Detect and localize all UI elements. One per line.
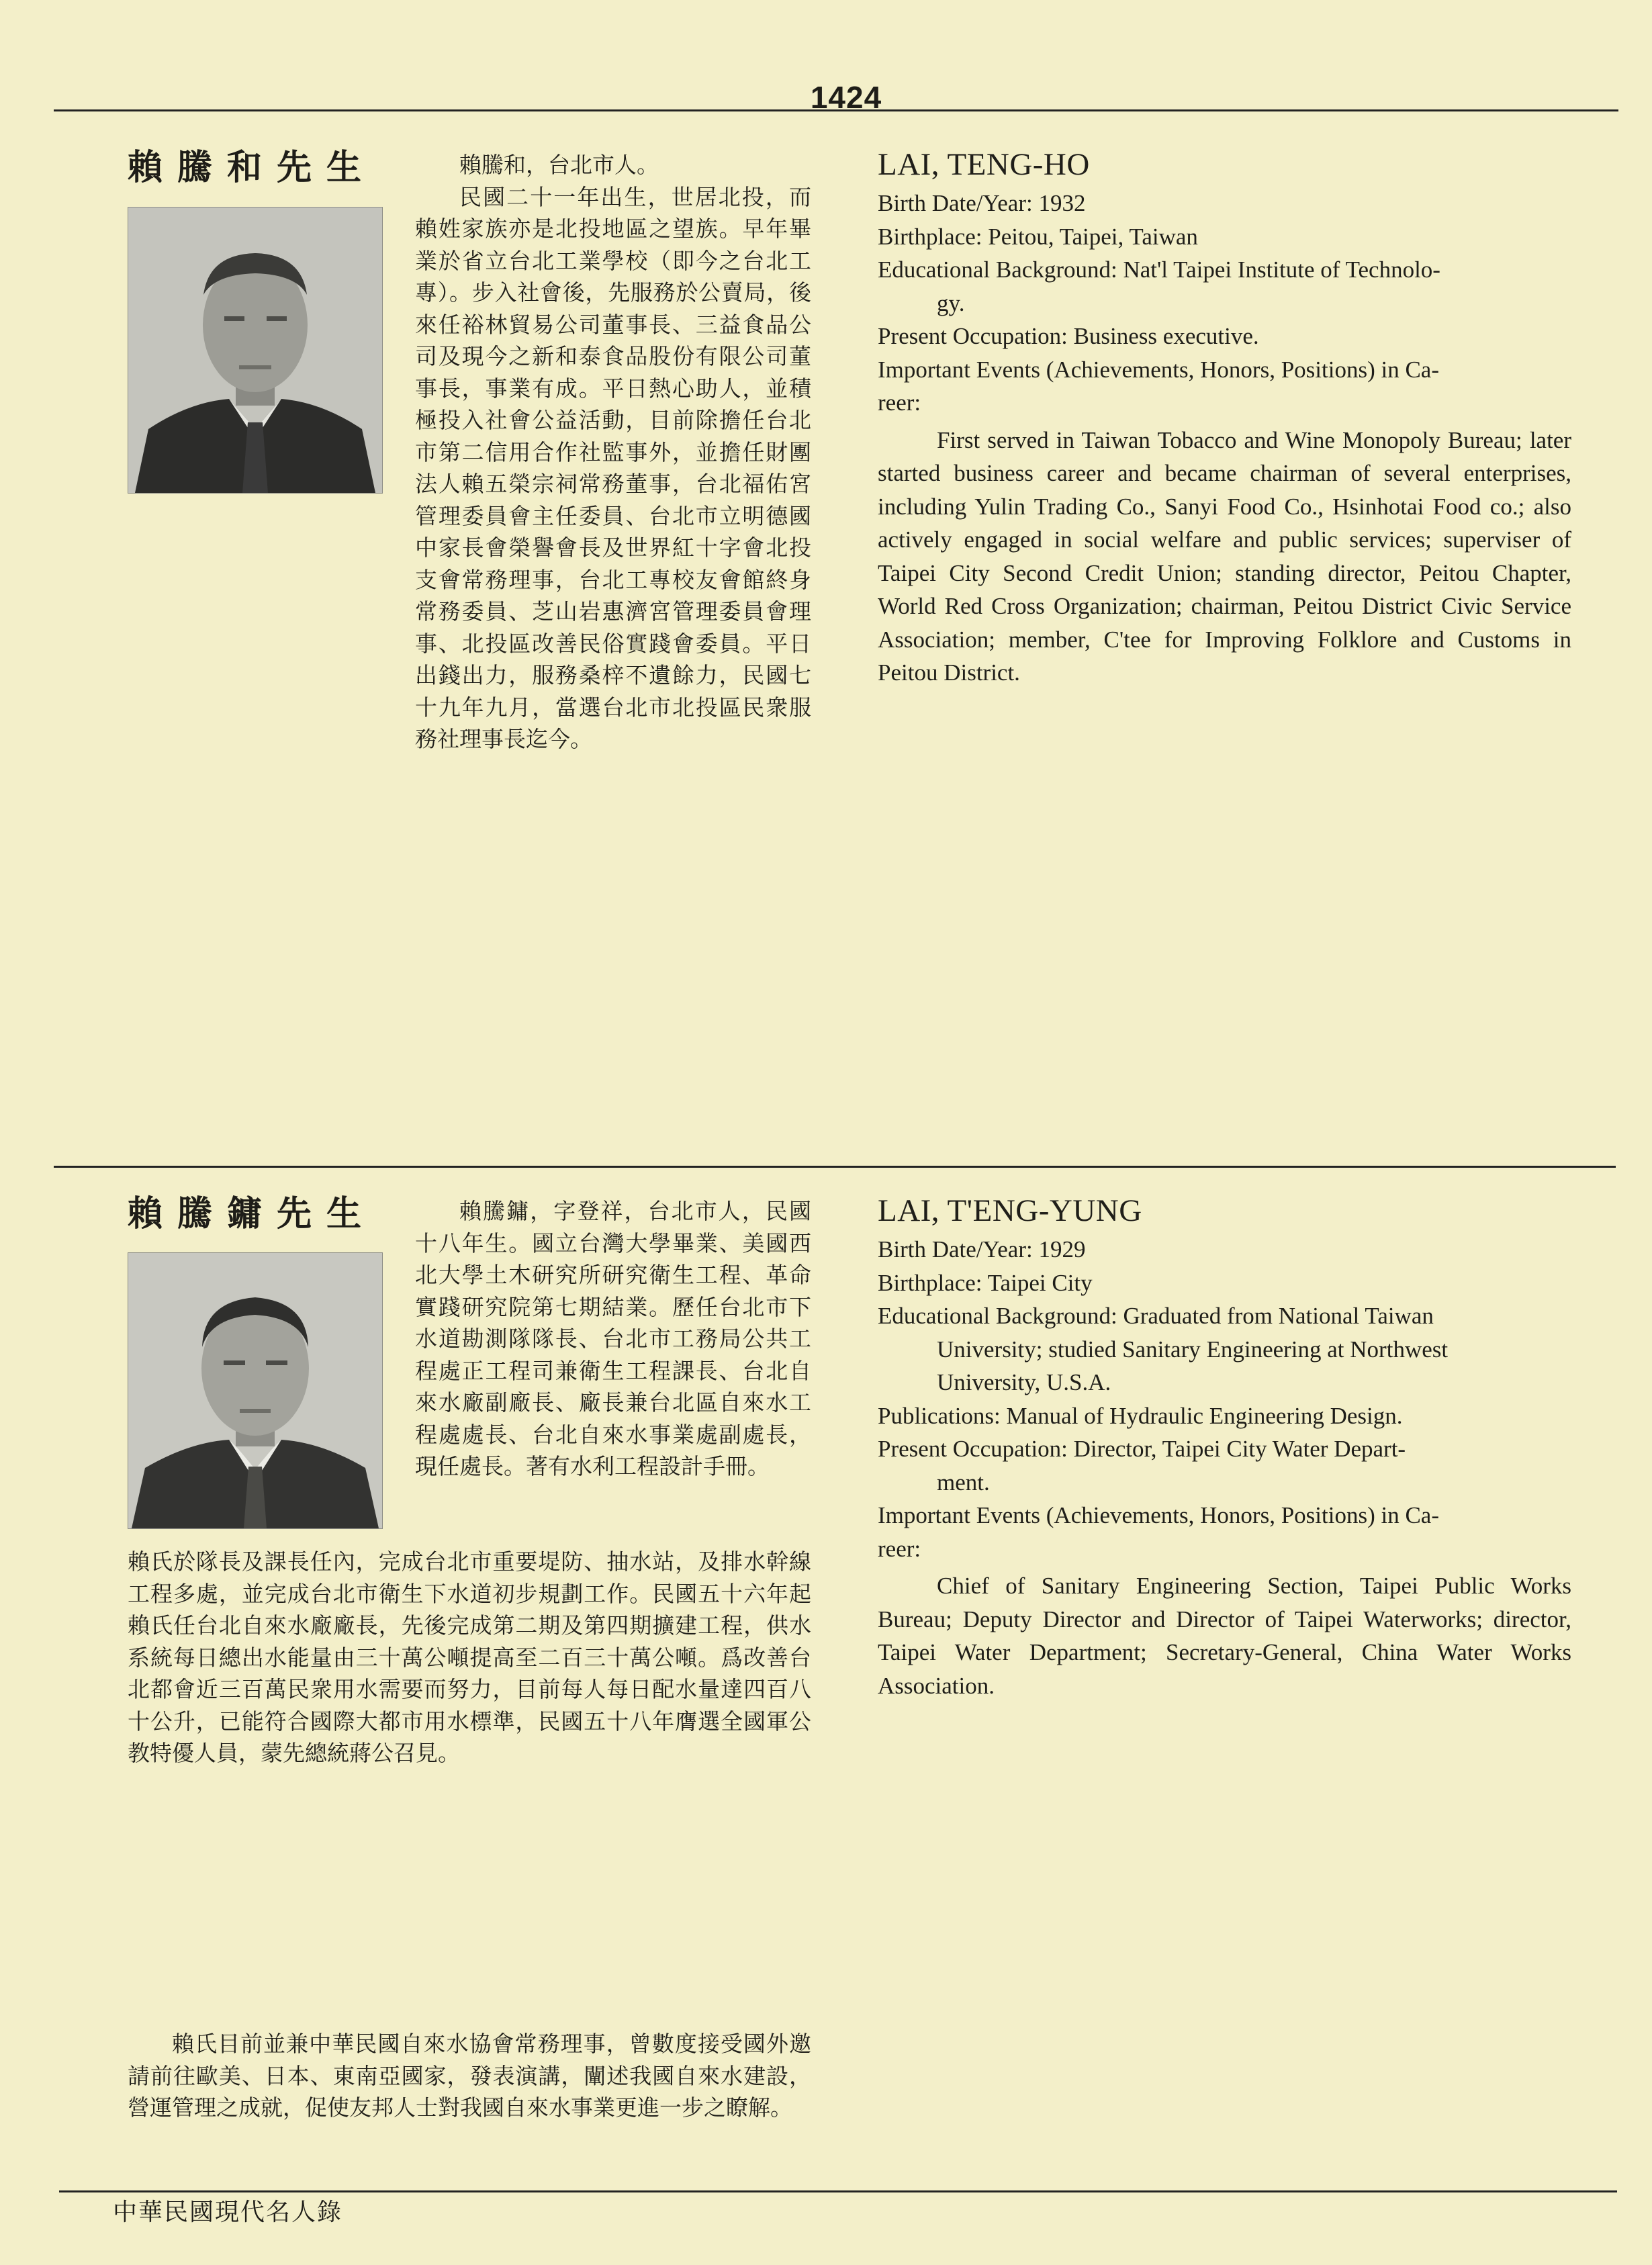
chinese-biography bbox=[415, 149, 811, 755]
footer-rule bbox=[59, 2190, 1617, 2192]
chinese-biography-closing bbox=[128, 2028, 811, 2124]
education-continued: University, U.S.A. bbox=[937, 1369, 1111, 1395]
chinese-biography-continued bbox=[128, 1546, 811, 1769]
birthplace: Birthplace: Peitou, Taipei, Taiwan bbox=[878, 223, 1198, 250]
events-heading: Important Events (Achievements, Honors, Positions) in Ca- bbox=[878, 1502, 1439, 1528]
education-continued: gy. bbox=[937, 289, 965, 316]
birth-date: Birth Date/Year: 1932 bbox=[878, 190, 1086, 216]
portrait-photo bbox=[128, 207, 383, 494]
section-divider bbox=[54, 1166, 1616, 1168]
career-paragraph: Chief of Sanitary Engineering Section, Taipei Public Works Bureau; Deputy Director and Director of Taipei Waterworks; director, Taipei Water Department; Secretary-General, China Water Works Association. bbox=[878, 1573, 1571, 1699]
footer-title: 中華民國現代名人錄 bbox=[113, 2199, 343, 2226]
education-continued: University; studied Sanitary Engineering at Northwest bbox=[937, 1336, 1449, 1362]
portrait-icon bbox=[128, 207, 382, 493]
birthplace: Birthplace: Taipei City bbox=[878, 1269, 1093, 1296]
events-heading-continued: reer: bbox=[878, 1535, 921, 1562]
english-name: LAI, TENG-HO bbox=[878, 147, 1090, 182]
education: Educational Background: Graduated from National Taiwan bbox=[878, 1303, 1434, 1329]
occupation: Present Occupation: Director, Taipei City Water Depart- bbox=[878, 1436, 1406, 1462]
chinese-paragraph: 民國二十一年出生，世居北投，而賴姓家族亦是北投地區之望族。早年畢業於省立台北工業學校（即今之台北工專）。步入社會後，先服務於公賣局，後來任裕林貿易公司董事長、三益食品公司及現今之新和泰食品股份有限公司董事長，事業有成。平日熱心助人，並積極投入社會公益活動，目前除擔任台北市第二信用合作社監事外，並擔任財團法人賴五榮宗祠常務董事，台北福佑宮管理委員會主任委員、台北市立明德國中家長會榮譽會長及世界紅十字會北投支會常務理事，台北工專校友會館終身常務委員、芝山岩惠濟宮管理委員會理事、北投區改善民俗實踐會委員。平日出錢出力，服務桑梓不遺餘力，民國七十九年九月，當選台北市北投區民衆服務社理事長迄今。 bbox=[415, 183, 811, 752]
chinese-paragraph: 賴騰鏞，字登祥，台北市人，民國十八年生。國立台灣大學畢業、美國西北大學土木研究所研究衛生工程、革命實踐研究院第七期結業。歷任台北市下水道勘測隊隊長、台北市工務局公共工程處正工程司兼衛生工程課長、台北自來水廠副廠長、廠長兼台北區自來水工程處處長、台北自來水事業處副處長，現任處長。著有水利工程設計手冊。 bbox=[415, 1198, 811, 1479]
chinese-paragraph: 賴騰和，台北市人。 bbox=[459, 152, 659, 178]
english-biography bbox=[878, 145, 1571, 690]
portrait-photo bbox=[128, 1252, 383, 1529]
page-number: 1424 bbox=[810, 80, 882, 115]
occupation-continued: ment. bbox=[937, 1469, 990, 1495]
birth-date: Birth Date/Year: 1929 bbox=[878, 1236, 1086, 1262]
education: Educational Background: Nat'l Taipei Institute of Technolo- bbox=[878, 257, 1440, 283]
chinese-name: 賴騰鏞先生 bbox=[128, 1194, 377, 1234]
chinese-paragraph: 賴氏目前並兼中華民國自來水協會常務理事，曾數度接受國外邀請前往歐美、日本、東南亞國家，發表演講，闡述我國自來水建設，營運管理之成就，促使友邦人士對我國自來水事業更進一步之瞭解。 bbox=[128, 2031, 811, 2121]
portrait-icon bbox=[128, 1253, 382, 1528]
chinese-biography bbox=[415, 1195, 811, 1483]
english-biography bbox=[878, 1191, 1571, 1702]
events-heading-continued: reer: bbox=[878, 389, 921, 416]
career-paragraph: First served in Taiwan Tobacco and Wine Monopoly Bureau; later started business career and became chairman of several enterprises, including Yulin Trading Co., Sanyi Food Co., Hsinhotai Food co.; also actively engaged in social welfare and public services; superviser of Taipei City Second Credit Union; standing director, Peitou Chapter, World Red Cross Organization; chairman, Peitou District Civic Service Association; member, C'tee for Improving Folklore and Customs in Peitou District. bbox=[878, 426, 1571, 686]
publications: Publications: Manual of Hydraulic Engineering Design. bbox=[878, 1402, 1403, 1429]
occupation: Present Occupation: Business executive. bbox=[878, 323, 1259, 349]
chinese-name: 賴騰和先生 bbox=[128, 148, 377, 188]
events-heading: Important Events (Achievements, Honors, Positions) in Ca- bbox=[878, 356, 1439, 383]
chinese-paragraph: 賴氏於隊長及課長任內，完成台北市重要堤防、抽水站，及排水幹線工程多處，並完成台北市衛生下水道初步規劃工作。民國五十六年起賴氏任台北自來水廠廠長，先後完成第二期及第四期擴建工程，供水系統每日總出水能量由三十萬公噸提高至二百三十萬公噸。爲改善台北都會近三百萬民衆用水需要而努力，目前每人每日配水量達四百八十公升，已能符合國際大都市用水標準，民國五十八年膺選全國軍公教特優人員，蒙先總統蔣公召見。 bbox=[128, 1548, 811, 1766]
english-name: LAI, T'ENG-YUNG bbox=[878, 1193, 1142, 1228]
